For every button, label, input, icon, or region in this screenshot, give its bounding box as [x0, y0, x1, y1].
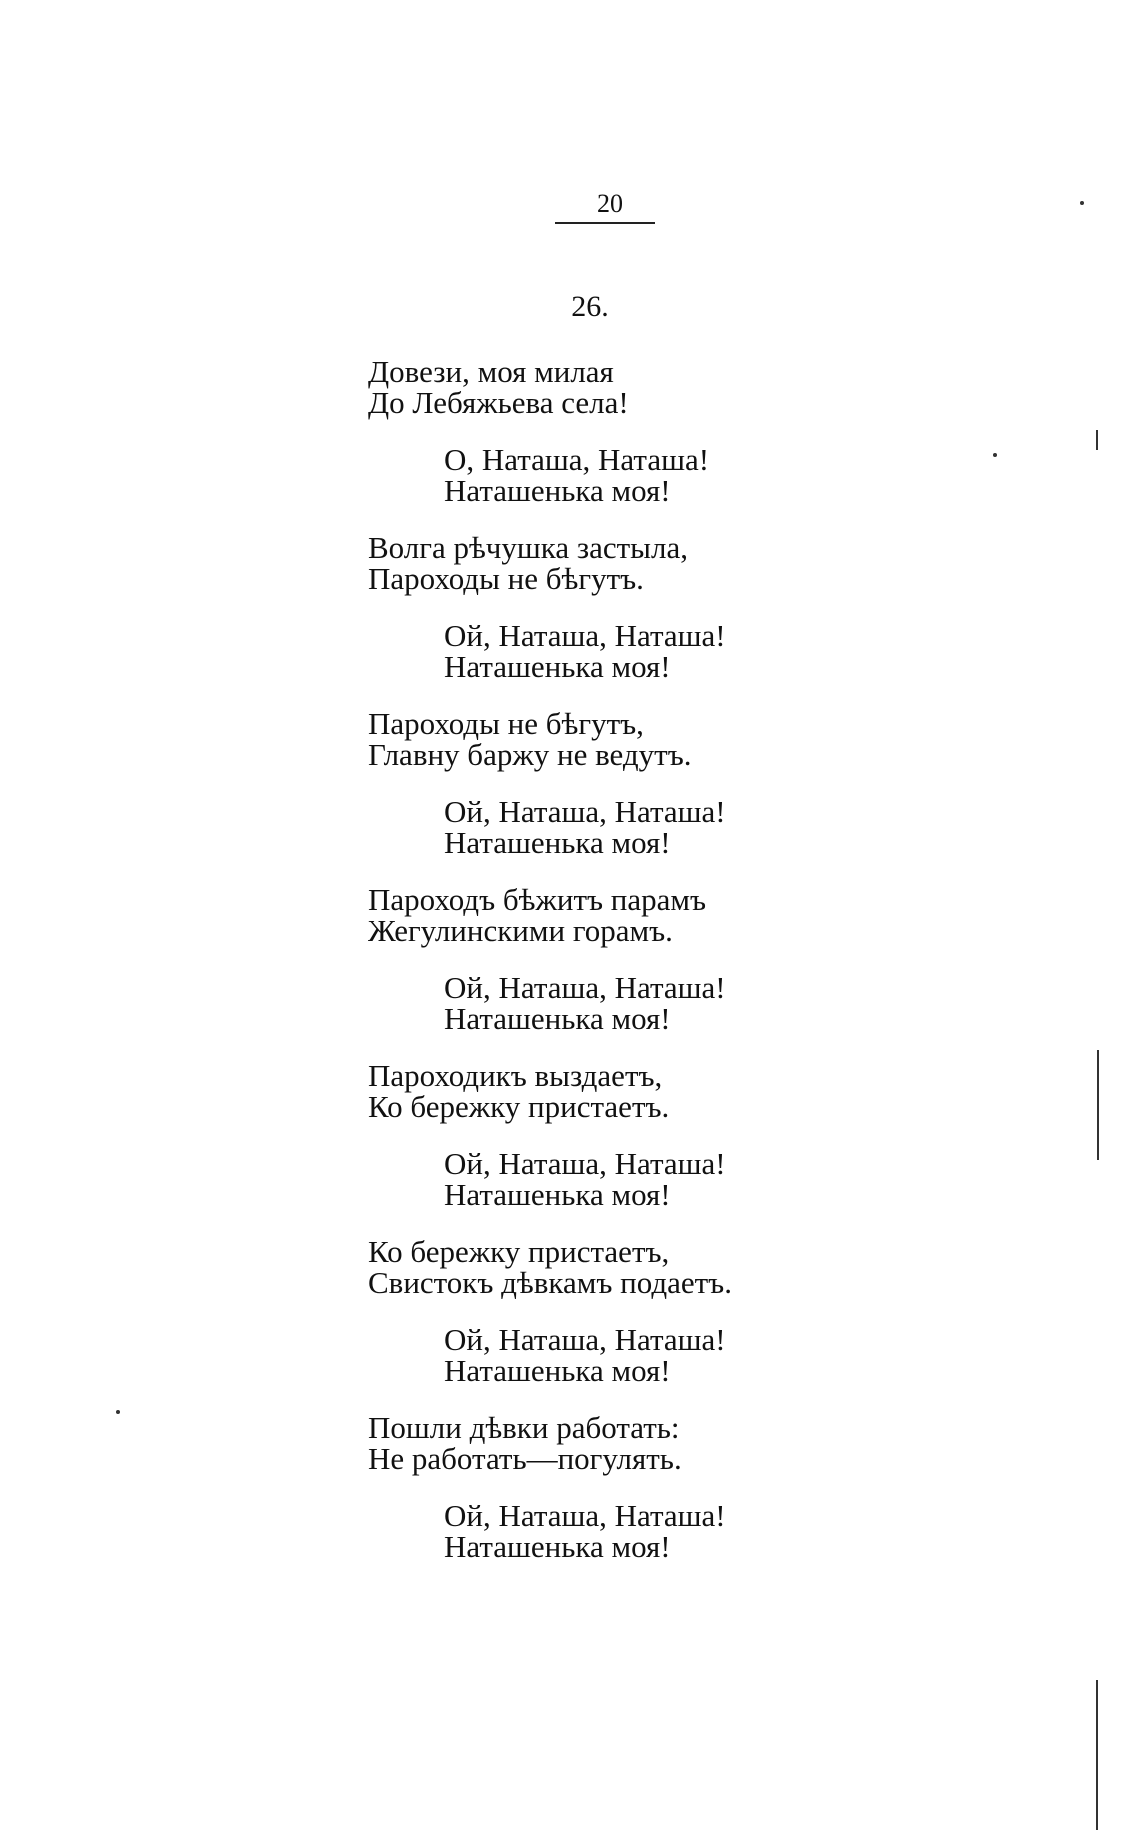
poem-line: Ой, Наташа, Наташа! — [444, 1322, 726, 1357]
poem-line: Пароходъ бѣжитъ парамъ — [368, 882, 707, 917]
scan-edge-mark — [1096, 1680, 1098, 1830]
poem-line: Пароходы не бѣгутъ, — [368, 706, 644, 741]
poem-line: Ой, Наташа, Наташа! — [444, 970, 726, 1005]
scan-speck — [1080, 201, 1084, 205]
stanza-verse — [368, 532, 928, 594]
poem-line: Главну баржу не ведутъ. — [368, 737, 692, 772]
poem-line: Наташенька моя! — [444, 649, 671, 684]
poem-line: Наташенька моя! — [444, 1001, 671, 1036]
poem-line: Пошли дѣвки работать: — [368, 1410, 680, 1445]
page-number: 20 — [597, 189, 623, 218]
poem-line: Наташенька моя! — [444, 473, 671, 508]
poem-line: Ко бережку пристаетъ. — [368, 1089, 670, 1124]
poem-line: Не работать—погулять. — [368, 1441, 682, 1476]
poem — [368, 356, 928, 1562]
poem-line: Наташенька моя! — [444, 1353, 671, 1388]
stanza-refrain — [444, 444, 928, 506]
stanza-refrain — [444, 1500, 928, 1562]
scan-edge-mark — [1097, 1050, 1099, 1160]
stanza-refrain — [444, 620, 928, 682]
stanza-verse — [368, 1236, 928, 1298]
poem-line: Ой, Наташа, Наташа! — [444, 618, 726, 653]
stanza-verse — [368, 1412, 928, 1474]
poem-line: Наташенька моя! — [444, 825, 671, 860]
scan-edge-mark — [1096, 430, 1098, 450]
stanza-refrain — [444, 972, 928, 1034]
poem-line: Жегулинскими горамъ. — [368, 913, 673, 948]
poem-line: О, Наташа, Наташа! — [444, 442, 710, 477]
page-number-rule — [555, 222, 655, 224]
poem-line: Пароходы не бѣгутъ. — [368, 561, 644, 596]
poem-line: Волга рѣчушка застыла, — [368, 530, 688, 565]
song-number: 26. — [571, 290, 609, 323]
stanza-refrain — [444, 1324, 928, 1386]
poem-line: Ой, Наташа, Наташа! — [444, 1498, 726, 1533]
stanza-verse — [368, 708, 928, 770]
stanza-verse — [368, 1060, 928, 1122]
stanza-verse — [368, 884, 928, 946]
poem-line: Свистокъ дѣвкамъ подаетъ. — [368, 1265, 732, 1300]
poem-line: Пароходикъ выздаетъ, — [368, 1058, 663, 1093]
stanza-verse — [368, 356, 928, 418]
poem-line: Наташенька моя! — [444, 1177, 671, 1212]
scan-speck — [993, 453, 997, 457]
poem-line: До Лебяжьева села! — [368, 385, 629, 420]
poem-line: Ой, Наташа, Наташа! — [444, 794, 726, 829]
poem-line: Ко бережку пристаетъ, — [368, 1234, 670, 1269]
poem-line: Ой, Наташа, Наташа! — [444, 1146, 726, 1181]
scan-speck — [116, 1410, 120, 1414]
stanza-refrain — [444, 1148, 928, 1210]
poem-line: Довези, моя милая — [368, 354, 614, 389]
stanza-refrain — [444, 796, 928, 858]
poem-line: Наташенька моя! — [444, 1529, 671, 1564]
